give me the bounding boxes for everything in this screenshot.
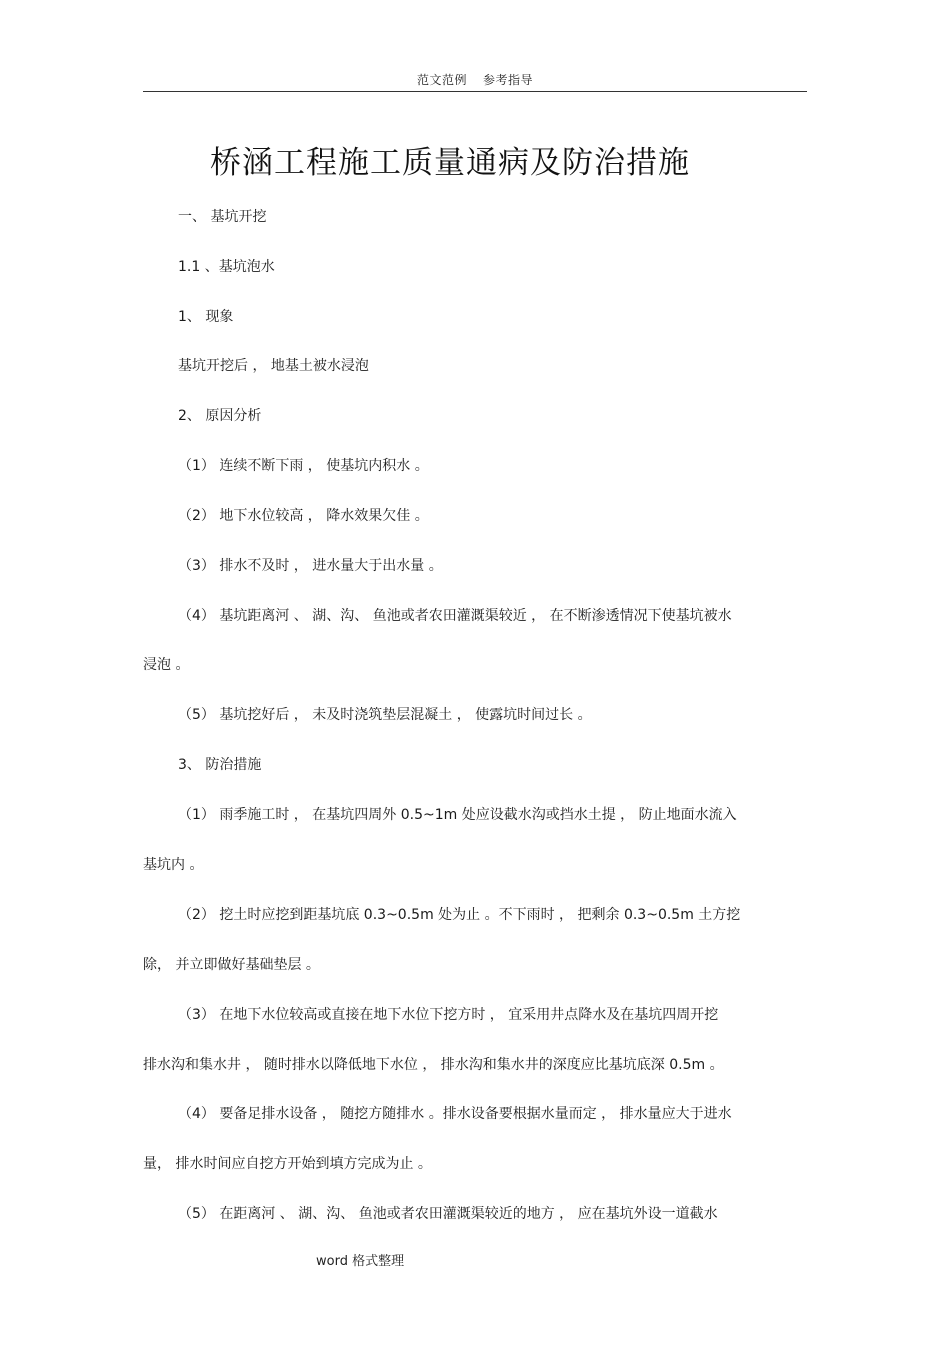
paragraph-line: （3） 排水不及时 ， 进水量大于出水量 。: [178, 558, 443, 574]
paragraph-line: （5） 在距离河 、 湖、沟、 鱼池或者农田灌溉渠较近的地方 ， 应在基坑外设一道截水: [178, 1206, 718, 1222]
heading-subsection-1-1: 1.1 、基坑泡水: [178, 259, 275, 275]
header-right-text: 参考指导: [483, 73, 534, 87]
document-title: 桥涵工程施工质量通病及防治措施: [210, 145, 690, 181]
header-rule: [143, 91, 807, 92]
paragraph-line: 量， 排水时间应自挖方开始到填方完成为止 。: [143, 1156, 432, 1172]
paragraph-line: （2） 地下水位较高 ， 降水效果欠佳 。: [178, 508, 429, 524]
paragraph-line: 除， 并立即做好基础垫层 。: [143, 957, 320, 973]
paragraph-line: （4） 要备足排水设备 ， 随挖方随排水 。排水设备要根据水量而定 ， 排水量应大于进水: [178, 1106, 732, 1122]
paragraph-line: （5） 基坑挖好后 ， 未及时浇筑垫层混凝土 ， 使露坑时间过长 。: [178, 707, 592, 723]
paragraph-line: 浸泡 。: [143, 657, 190, 673]
page-footer: word 格式整理: [316, 1254, 405, 1269]
heading-phenomenon: 1、 现象: [178, 309, 234, 325]
paragraph-line: 基坑开挖后 ， 地基土被水浸泡: [178, 358, 369, 374]
header-left-text: 范文范例: [416, 73, 467, 87]
paragraph-line: （3） 在地下水位较高或直接在地下水位下挖方时 ， 宜采用井点降水及在基坑四周开挖: [178, 1007, 719, 1023]
paragraph-line: 排水沟和集水井 ， 随时排水以降低地下水位 ， 排水沟和集水井的深度应比基坑底深 0.5m 。: [143, 1057, 724, 1073]
paragraph-line: 基坑内 。: [143, 857, 204, 873]
paragraph-line: （4） 基坑距离河 、 湖、沟、 鱼池或者农田灌溉渠较近 ， 在不断渗透情况下使基坑被水: [178, 608, 732, 624]
heading-prevention-measures: 3、 防治措施: [178, 757, 262, 773]
paragraph-line: （1） 连续不断下雨 ， 使基坑内积水 。: [178, 458, 429, 474]
page-header: [0, 71, 950, 88]
heading-cause-analysis: 2、 原因分析: [178, 408, 262, 424]
paragraph-line: （1） 雨季施工时 ， 在基坑四周外 0.5~1m 处应设截水沟或挡水土提 ， 防止地面水流入: [178, 807, 737, 823]
paragraph-line: （2） 挖土时应挖到距基坑底 0.3~0.5m 处为止 。不下雨时 ， 把剩余 0.3~0.5m 土方挖: [178, 907, 741, 923]
heading-section-1: 一、 基坑开挖: [178, 209, 267, 225]
